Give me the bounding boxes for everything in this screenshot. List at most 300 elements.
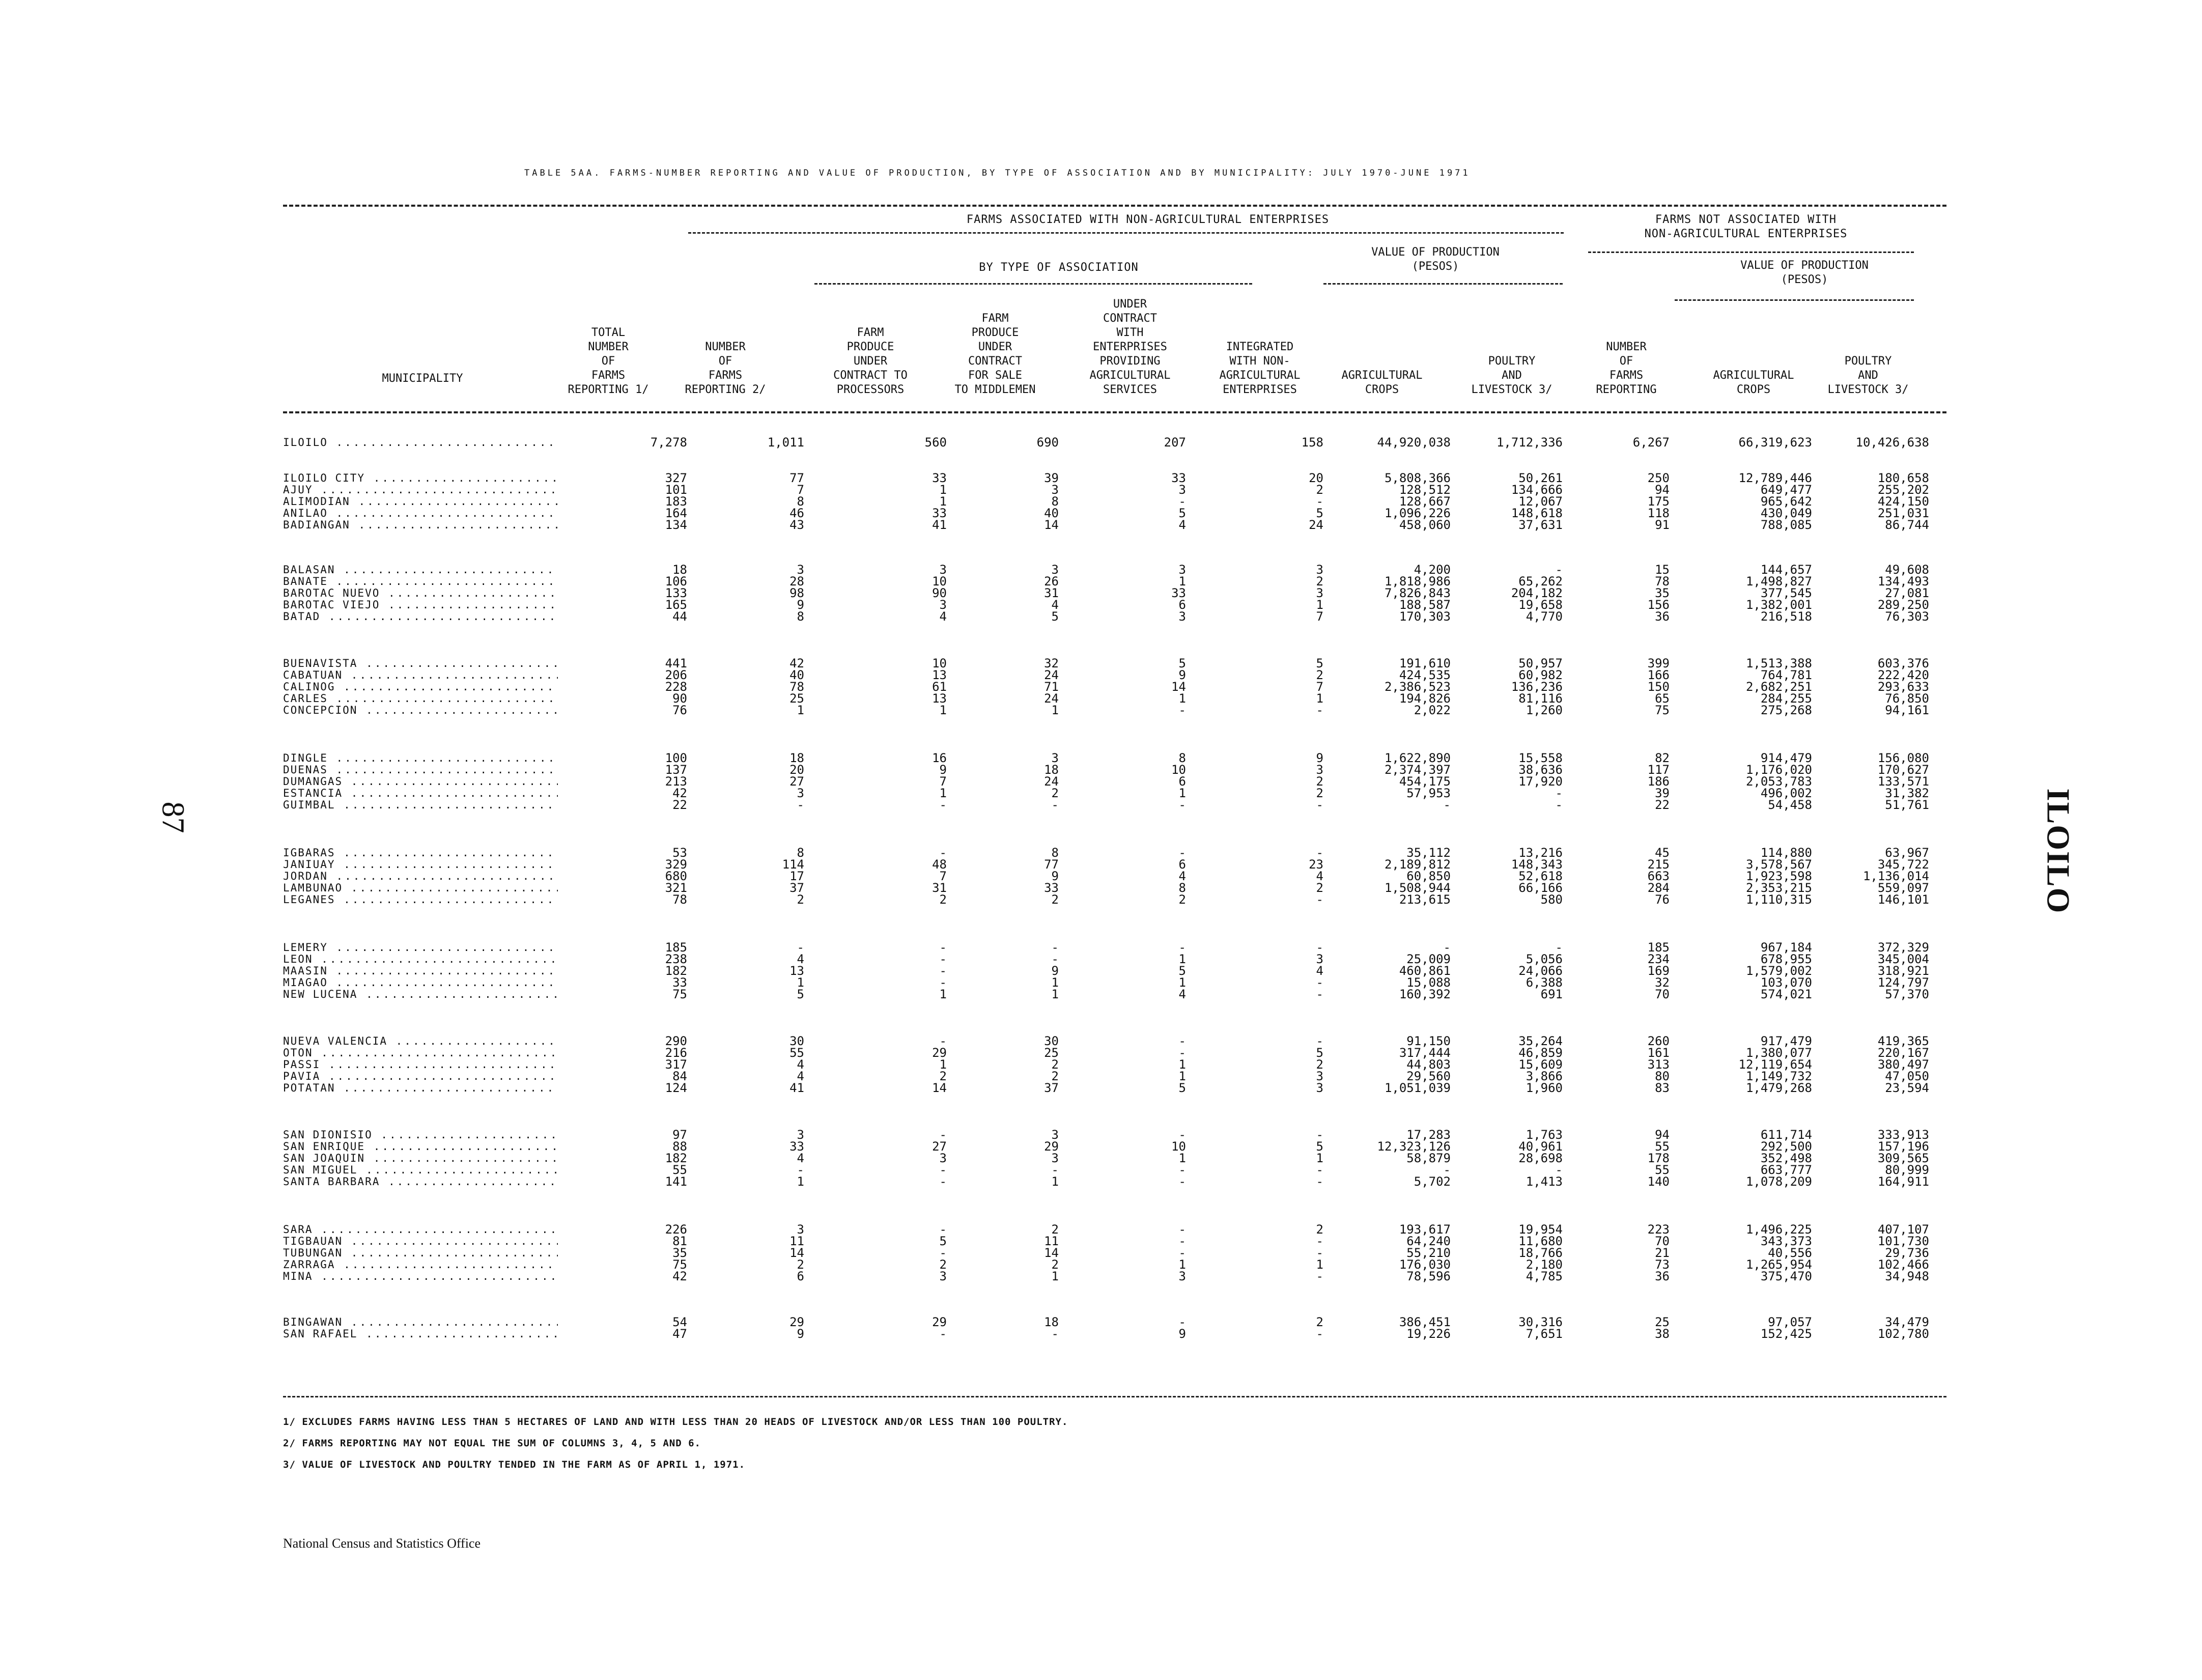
- cell-processors: -: [939, 1246, 947, 1260]
- cell-integrated: -: [1316, 703, 1323, 717]
- cell-not-livestock: 49,608: [1885, 563, 1929, 577]
- cell-not-number: 260: [1647, 1034, 1670, 1048]
- cell-services: 5: [1178, 1081, 1186, 1095]
- cell-integrated: 1: [1316, 1257, 1323, 1272]
- cell-middlemen: 14: [1044, 1246, 1059, 1260]
- cell-not-livestock: 380,497: [1877, 1057, 1929, 1072]
- cell-middlemen: 8: [1051, 846, 1059, 860]
- cell-not-number: 36: [1655, 609, 1670, 624]
- cell-integrated: 158: [1301, 435, 1323, 450]
- cell-total: 228: [665, 680, 687, 694]
- cell-number: 20: [789, 763, 804, 777]
- cell-processors: 560: [924, 435, 947, 450]
- cell-middlemen: -: [1051, 1327, 1059, 1341]
- header-not-associated-1: FARMS NOT ASSOCIATED WITH: [1655, 213, 1837, 226]
- cell-not-livestock: 333,913: [1877, 1128, 1929, 1142]
- cell-total: 44: [672, 609, 687, 624]
- cell-number: 33: [789, 1139, 804, 1154]
- cell-livestock: 2,180: [1526, 1257, 1563, 1272]
- cell-total: 47: [672, 1327, 687, 1341]
- table-row: [0, 1035, 2202, 1047]
- cell-not-number: 65: [1655, 691, 1670, 706]
- cell-livestock: 1,763: [1526, 1128, 1563, 1142]
- cell-not-livestock: 180,658: [1877, 471, 1929, 485]
- header-value-not-associated: VALUE OF PRODUCTION (PESOS): [1740, 259, 1869, 286]
- cell-crops: 188,587: [1399, 598, 1451, 612]
- cell-total: 137: [665, 763, 687, 777]
- cell-crops: 29,560: [1406, 1069, 1451, 1083]
- cell-livestock: 148,618: [1511, 506, 1563, 520]
- cell-not-livestock: 31,382: [1885, 786, 1929, 800]
- cell-services: 9: [1178, 1327, 1186, 1341]
- table-row: [0, 799, 2202, 811]
- cell-not-livestock: 156,080: [1877, 751, 1929, 765]
- cell-not-crops: 54,458: [1768, 798, 1812, 812]
- municipality-name: PAVIA .....: [283, 1071, 558, 1082]
- cell-integrated: 5: [1316, 1139, 1323, 1154]
- municipality-name: ESTANCIA .....: [283, 788, 558, 799]
- cell-services: 1: [1178, 691, 1186, 706]
- cell-number: 3: [797, 563, 804, 577]
- municipality-name: CONCEPCION .....: [283, 705, 558, 716]
- cell-not-number: 91: [1655, 518, 1670, 532]
- cell-middlemen: 11: [1044, 1234, 1059, 1248]
- cell-not-crops: 1,265,954: [1745, 1257, 1812, 1272]
- cell-not-number: 21: [1655, 1246, 1670, 1260]
- table-row: [0, 1271, 2202, 1282]
- cell-total: 53: [672, 846, 687, 860]
- cell-livestock: 13,216: [1518, 846, 1563, 860]
- cell-livestock: 580: [1540, 892, 1563, 907]
- cell-integrated: 24: [1309, 518, 1323, 532]
- cell-total: 88: [672, 1139, 687, 1154]
- cell-processors: 5: [939, 1234, 947, 1248]
- cell-services: -: [1178, 1128, 1186, 1142]
- cell-not-livestock: 76,850: [1885, 691, 1929, 706]
- cell-number: 1: [797, 975, 804, 990]
- cell-services: 14: [1171, 680, 1186, 694]
- cell-not-number: 75: [1655, 703, 1670, 717]
- cell-processors: 1: [939, 786, 947, 800]
- cell-total: 90: [672, 691, 687, 706]
- municipality-name: CALINOG .....: [283, 681, 558, 693]
- municipality-name: ILOILO CITY .....: [283, 472, 558, 484]
- cell-services: 33: [1171, 586, 1186, 600]
- cell-total: 124: [665, 1081, 687, 1095]
- municipality-name: BAROTAC VIEJO .....: [283, 599, 558, 611]
- header-livestock: POULTRY AND LIVESTOCK 3/: [1471, 355, 1552, 396]
- cell-total: 42: [672, 1269, 687, 1283]
- cell-services: 1: [1178, 786, 1186, 800]
- cell-total: 182: [665, 1151, 687, 1165]
- cell-processors: 4: [939, 609, 947, 624]
- cell-middlemen: 9: [1051, 869, 1059, 883]
- cell-total: 106: [665, 574, 687, 589]
- cell-not-crops: 430,049: [1760, 506, 1812, 520]
- footnote-1: 1/ EXCLUDES FARMS HAVING LESS THAN 5 HECTARES OF LAND AND WITH LESS THAN 20 HEADS OF LIVESTOCK AND/OR LESS THAN 100 POULTRY.: [283, 1416, 1068, 1427]
- municipality-name: GUIMBAL .....: [283, 799, 558, 811]
- cell-total: 42: [672, 786, 687, 800]
- cell-middlemen: -: [1051, 798, 1059, 812]
- cell-not-crops: 12,119,654: [1738, 1057, 1812, 1072]
- cell-not-number: 215: [1647, 857, 1670, 872]
- municipality-name: SAN DIONISIO .....: [283, 1129, 558, 1141]
- cell-number: 37: [789, 881, 804, 895]
- cell-livestock: 66,166: [1518, 881, 1563, 895]
- cell-crops: 25,009: [1406, 952, 1451, 966]
- cell-total: 290: [665, 1034, 687, 1048]
- header-bottom-rule: [283, 411, 1946, 413]
- cell-processors: -: [939, 952, 947, 966]
- cell-crops: -: [1443, 1163, 1451, 1177]
- cell-not-number: 185: [1647, 940, 1670, 955]
- cell-total: 75: [672, 1257, 687, 1272]
- municipality-name: SAN RAFAEL .....: [283, 1328, 558, 1340]
- cell-crops: 64,240: [1406, 1234, 1451, 1248]
- cell-total: 22: [672, 798, 687, 812]
- cell-not-livestock: 1,136,014: [1862, 869, 1929, 883]
- cell-middlemen: 30: [1044, 1034, 1059, 1048]
- cell-middlemen: 24: [1044, 691, 1059, 706]
- cell-not-livestock: 51,761: [1885, 798, 1929, 812]
- cell-not-livestock: 29,736: [1885, 1246, 1929, 1260]
- cell-not-number: 76: [1655, 892, 1670, 907]
- municipality-name: MINA .....: [283, 1271, 558, 1282]
- cell-total: 329: [665, 857, 687, 872]
- cell-total: 317: [665, 1057, 687, 1072]
- cell-middlemen: 3: [1051, 563, 1059, 577]
- cell-total: 327: [665, 471, 687, 485]
- cell-crops: 44,920,038: [1377, 435, 1451, 450]
- table-row: [0, 1082, 2202, 1094]
- cell-not-livestock: 101,730: [1877, 1234, 1929, 1248]
- cell-services: 1: [1178, 574, 1186, 589]
- municipality-name: MIAGAO .....: [283, 977, 558, 989]
- cell-services: 1: [1178, 1151, 1186, 1165]
- cell-livestock: 52,618: [1518, 869, 1563, 883]
- cell-crops: 35,112: [1406, 846, 1451, 860]
- cell-integrated: 2: [1316, 774, 1323, 789]
- cell-number: -: [797, 1163, 804, 1177]
- cell-middlemen: 37: [1044, 1081, 1059, 1095]
- cell-number: 9: [797, 598, 804, 612]
- cell-services: -: [1178, 940, 1186, 955]
- value-not-assoc-rule: [1675, 299, 1914, 301]
- cell-integrated: 2: [1316, 1222, 1323, 1237]
- table-row: [0, 882, 2202, 894]
- cell-not-number: 82: [1655, 751, 1670, 765]
- by-type-rule: [814, 283, 1252, 285]
- cell-middlemen: 1: [1051, 1174, 1059, 1189]
- cell-integrated: 3: [1316, 952, 1323, 966]
- table-row: [0, 508, 2202, 519]
- cell-not-number: 175: [1647, 494, 1670, 509]
- cell-number: 1: [797, 1174, 804, 1189]
- cell-total: 75: [672, 987, 687, 1001]
- table-row: [0, 564, 2202, 576]
- cell-total: 81: [672, 1234, 687, 1248]
- cell-services: 5: [1178, 656, 1186, 670]
- cell-crops: 317,444: [1399, 1046, 1451, 1060]
- table-row: [0, 519, 2202, 531]
- cell-integrated: 3: [1316, 1069, 1323, 1083]
- table-row: [0, 576, 2202, 587]
- cell-number: 25: [789, 691, 804, 706]
- cell-integrated: 5: [1316, 506, 1323, 520]
- cell-total: 164: [665, 506, 687, 520]
- cell-services: 8: [1178, 881, 1186, 895]
- table-row: [0, 1328, 2202, 1340]
- cell-not-livestock: 124,797: [1877, 975, 1929, 990]
- cell-processors: 7: [939, 869, 947, 883]
- cell-processors: -: [939, 1327, 947, 1341]
- cell-not-number: 169: [1647, 964, 1670, 978]
- table-row: [0, 705, 2202, 716]
- table-row: [0, 1141, 2202, 1153]
- table-row: [0, 1153, 2202, 1164]
- cell-services: -: [1178, 703, 1186, 717]
- cell-crops: 44,803: [1406, 1057, 1451, 1072]
- cell-not-number: 39: [1655, 786, 1670, 800]
- cell-number: 98: [789, 586, 804, 600]
- cell-total: 141: [665, 1174, 687, 1189]
- cell-integrated: 2: [1316, 574, 1323, 589]
- cell-not-crops: 292,500: [1760, 1139, 1812, 1154]
- cell-total: 206: [665, 668, 687, 682]
- cell-processors: 2: [939, 1257, 947, 1272]
- municipality-name: JANIUAY .....: [283, 859, 558, 871]
- table-row: [0, 1224, 2202, 1236]
- table-row: [0, 693, 2202, 705]
- municipality-name: BAROTAC NUEVO .....: [283, 587, 558, 599]
- table-row: [0, 1176, 2202, 1188]
- cell-integrated: -: [1316, 987, 1323, 1001]
- cell-number: 1,011: [767, 435, 804, 450]
- cell-services: -: [1178, 798, 1186, 812]
- publisher-footer: National Census and Statistics Office: [283, 1536, 481, 1551]
- cell-crops: 2,022: [1414, 703, 1451, 717]
- cell-total: 7,278: [650, 435, 687, 450]
- municipality-name: LEGANES .....: [283, 894, 558, 906]
- cell-middlemen: 32: [1044, 656, 1059, 670]
- municipality-name: DUENAS .....: [283, 764, 558, 776]
- cell-processors: 1: [939, 494, 947, 509]
- municipality-name: BALASAN .....: [283, 564, 558, 576]
- cell-not-livestock: 10,426,638: [1855, 435, 1929, 450]
- cell-livestock: 37,631: [1518, 518, 1563, 532]
- cell-integrated: 3: [1316, 763, 1323, 777]
- cell-livestock: 60,982: [1518, 668, 1563, 682]
- cell-not-number: 70: [1655, 987, 1670, 1001]
- cell-not-number: 6,267: [1632, 435, 1670, 450]
- cell-not-number: 140: [1647, 1174, 1670, 1189]
- cell-services: 1: [1178, 1057, 1186, 1072]
- cell-number: 6: [797, 1269, 804, 1283]
- cell-services: 3: [1178, 1269, 1186, 1283]
- cell-number: 78: [789, 680, 804, 694]
- cell-livestock: 7,651: [1526, 1327, 1563, 1341]
- cell-middlemen: 8: [1051, 494, 1059, 509]
- cell-middlemen: 2: [1051, 1222, 1059, 1237]
- cell-number: 41: [789, 1081, 804, 1095]
- cell-not-number: 118: [1647, 506, 1670, 520]
- cell-livestock: -: [1555, 563, 1563, 577]
- cell-livestock: 19,658: [1518, 598, 1563, 612]
- cell-not-livestock: 424,150: [1877, 494, 1929, 509]
- cell-not-number: 250: [1647, 471, 1670, 485]
- cell-livestock: 204,182: [1511, 586, 1563, 600]
- cell-not-crops: 3,578,567: [1745, 857, 1812, 872]
- cell-middlemen: -: [1051, 1163, 1059, 1177]
- cell-middlemen: 33: [1044, 881, 1059, 895]
- cell-number: 17: [789, 869, 804, 883]
- table-row: [0, 1047, 2202, 1059]
- cell-services: 1: [1178, 975, 1186, 990]
- cell-processors: 10: [932, 656, 947, 670]
- cell-services: 3: [1178, 563, 1186, 577]
- cell-not-number: 94: [1655, 1128, 1670, 1142]
- cell-processors: 61: [932, 680, 947, 694]
- cell-crops: 2,189,812: [1384, 857, 1451, 872]
- cell-not-number: 186: [1647, 774, 1670, 789]
- cell-not-number: 150: [1647, 680, 1670, 694]
- cell-processors: 9: [939, 763, 947, 777]
- cell-not-number: 156: [1647, 598, 1670, 612]
- cell-livestock: 4,785: [1526, 1269, 1563, 1283]
- header-number-farms: NUMBER OF FARMS REPORTING 2/: [685, 341, 766, 396]
- cell-not-livestock: 255,202: [1877, 483, 1929, 497]
- cell-crops: 17,283: [1406, 1128, 1451, 1142]
- cell-middlemen: 3: [1051, 483, 1059, 497]
- cell-integrated: 7: [1316, 680, 1323, 694]
- cell-services: 4: [1178, 987, 1186, 1001]
- header-municipality: MUNICIPALITY: [382, 372, 463, 385]
- header-middlemen: FARM PRODUCE UNDER CONTRACT FOR SALE TO MIDDLEMEN: [954, 312, 1036, 396]
- cell-services: 3: [1178, 609, 1186, 624]
- cell-processors: 27: [932, 1139, 947, 1154]
- assoc-group-rule: [688, 232, 1564, 234]
- cell-not-number: 178: [1647, 1151, 1670, 1165]
- cell-integrated: 2: [1316, 881, 1323, 895]
- cell-processors: 10: [932, 574, 947, 589]
- cell-livestock: 65,262: [1518, 574, 1563, 589]
- cell-integrated: 1: [1316, 598, 1323, 612]
- cell-processors: 48: [932, 857, 947, 872]
- cell-not-number: 36: [1655, 1269, 1670, 1283]
- cell-integrated: -: [1316, 1234, 1323, 1248]
- cell-not-number: 25: [1655, 1315, 1670, 1329]
- cell-not-crops: 1,176,020: [1745, 763, 1812, 777]
- cell-not-crops: 103,070: [1760, 975, 1812, 990]
- cell-services: 10: [1171, 1139, 1186, 1154]
- cell-not-livestock: 63,967: [1885, 846, 1929, 860]
- cell-total: 35: [672, 1246, 687, 1260]
- cell-not-crops: 965,642: [1760, 494, 1812, 509]
- cell-services: -: [1178, 494, 1186, 509]
- cell-not-livestock: 102,780: [1877, 1327, 1929, 1341]
- cell-services: -: [1178, 1046, 1186, 1060]
- cell-not-crops: 663,777: [1760, 1163, 1812, 1177]
- table-row: [0, 1129, 2202, 1141]
- cell-livestock: -: [1555, 940, 1563, 955]
- cell-integrated: 2: [1316, 668, 1323, 682]
- cell-not-livestock: 372,329: [1877, 940, 1929, 955]
- header-total-farms: TOTAL NUMBER OF FARMS REPORTING 1/: [568, 326, 649, 396]
- cell-middlemen: 4: [1051, 598, 1059, 612]
- cell-not-livestock: 164,911: [1877, 1174, 1929, 1189]
- cell-crops: -: [1443, 940, 1451, 955]
- cell-crops: 5,808,366: [1384, 471, 1451, 485]
- cell-not-number: 45: [1655, 846, 1670, 860]
- cell-integrated: 3: [1316, 1081, 1323, 1095]
- cell-integrated: -: [1316, 494, 1323, 509]
- cell-services: 6: [1178, 598, 1186, 612]
- cell-not-crops: 114,880: [1760, 846, 1812, 860]
- cell-middlemen: 2: [1051, 786, 1059, 800]
- table-row: [0, 1247, 2202, 1259]
- cell-processors: 14: [932, 1081, 947, 1095]
- cell-integrated: 9: [1316, 751, 1323, 765]
- municipality-name: SAN ENRIQUE .....: [283, 1141, 558, 1153]
- municipality-name: BATAD .....: [283, 611, 558, 623]
- municipality-name: SAN JOAQUIN .....: [283, 1153, 558, 1164]
- cell-not-crops: 97,057: [1768, 1315, 1812, 1329]
- cell-services: 3: [1178, 483, 1186, 497]
- cell-middlemen: 24: [1044, 774, 1059, 789]
- cell-services: -: [1178, 846, 1186, 860]
- cell-crops: -: [1443, 798, 1451, 812]
- cell-not-livestock: 47,050: [1885, 1069, 1929, 1083]
- table-row: [0, 977, 2202, 989]
- cell-not-number: 223: [1647, 1222, 1670, 1237]
- cell-livestock: 28,698: [1518, 1151, 1563, 1165]
- cell-number: 18: [789, 751, 804, 765]
- cell-services: -: [1178, 1246, 1186, 1260]
- cell-integrated: 23: [1309, 857, 1323, 872]
- cell-not-number: 22: [1655, 798, 1670, 812]
- header-services: UNDER CONTRACT WITH ENTERPRISES PROVIDING AGRICULTURAL SERVICES: [1089, 298, 1171, 396]
- cell-processors: 90: [932, 586, 947, 600]
- cell-processors: 13: [932, 691, 947, 706]
- cell-middlemen: 1: [1051, 703, 1059, 717]
- cell-middlemen: -: [1051, 940, 1059, 955]
- cell-crops: 15,088: [1406, 975, 1451, 990]
- cell-not-number: 284: [1647, 881, 1670, 895]
- table-row: [0, 472, 2202, 484]
- municipality-name: BANATE .....: [283, 576, 558, 587]
- table-row: [0, 1164, 2202, 1176]
- cell-not-crops: 1,149,732: [1745, 1069, 1812, 1083]
- municipality-name: BUENAVISTA .....: [283, 658, 558, 669]
- cell-number: 4: [797, 1151, 804, 1165]
- header-integrated: INTEGRATED WITH NON- AGRICULTURAL ENTERPRISES: [1219, 341, 1301, 396]
- cell-services: 4: [1178, 869, 1186, 883]
- cell-middlemen: 14: [1044, 518, 1059, 532]
- cell-middlemen: 3: [1051, 1151, 1059, 1165]
- cell-total: 100: [665, 751, 687, 765]
- cell-livestock: -: [1555, 1163, 1563, 1177]
- header-processors: FARM PRODUCE UNDER CONTRACT TO PROCESSORS: [833, 326, 908, 396]
- cell-not-crops: 1,110,315: [1745, 892, 1812, 907]
- municipality-name: TUBUNGAN .....: [283, 1247, 558, 1259]
- cell-total: 680: [665, 869, 687, 883]
- municipality-name: BINGAWAN .....: [283, 1317, 558, 1328]
- cell-not-number: 70: [1655, 1234, 1670, 1248]
- cell-processors: 31: [932, 881, 947, 895]
- cell-livestock: -: [1555, 798, 1563, 812]
- cell-not-livestock: 23,594: [1885, 1081, 1929, 1095]
- cell-middlemen: 3: [1051, 751, 1059, 765]
